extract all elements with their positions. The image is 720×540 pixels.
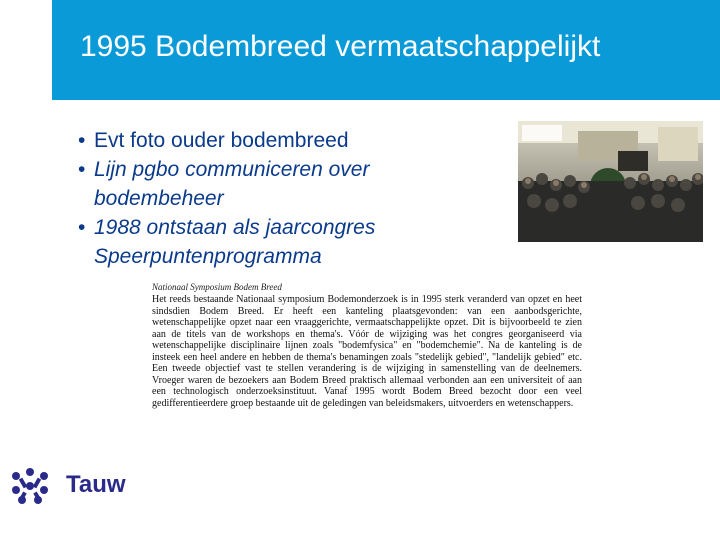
bullet-item	[78, 213, 498, 271]
bullet-item	[78, 126, 498, 155]
conference-crowd-photo	[518, 121, 703, 242]
newspaper-clipping	[150, 282, 595, 458]
tauw-logo	[8, 462, 138, 510]
title-bar	[52, 0, 720, 100]
bullet-text: Lijn pgbo communiceren over bodembeheer	[94, 158, 370, 210]
bullet-dot: •	[78, 216, 86, 239]
bullet-item	[78, 155, 498, 213]
clipping-title: Nationaal Symposium Bodem Breed	[152, 282, 282, 292]
clipping-body: Het reeds bestaande Nationaal symposium Bodemonderzoek is in 1995 sterk veranderd van opzet en heet sindsdien Bodem Breed. Er heeft een kanteling plaatsgevonden: van een aanbodsgerichte, wetenschappelijke opzet naar een vraaggerichte, vermaatschappelijkte opzet. Dit is bijvoorbeeld te zien aan de titels van de workshops en thema's. Vóór de wijziging was het congres georganiseerd via wetenschappelijke disciplinaire lijnen zoals "bodemfysica" en "bodemchemie". Na de kanteling is de insteek een heel andere en hebben de thema's benamingen zoals "stedelijk gebied", "landelijk gebied" etc. Een tweede objectief vast te stellen verandering is de wijziging in samenstelling van de deelnemers. Vroeger waren de bezoekers aan Bodem Breed praktisch allemaal verbonden aan een universiteit of aan een technologisch onderzoeksinstituut. Vanaf 1995 wordt Bodem Breed bezocht door een veel gedifferentieerdere groep bestaande uit de geledingen van beleidsmakers, uitvoerders en wetenschappers.	[152, 294, 582, 409]
bullet-dot: •	[78, 129, 86, 152]
left-margin-strip	[0, 0, 52, 540]
slide-title: 1995 Bodembreed vermaatschappelijkt	[80, 30, 601, 63]
bullet-list	[78, 126, 498, 271]
photo-image	[518, 121, 703, 242]
tauw-logo-icon	[8, 464, 52, 508]
bullet-text: Evt foto ouder bodembreed	[94, 129, 349, 152]
bullet-text: 1988 ontstaan als jaarcongres Speerpuntenprogramma	[94, 216, 376, 268]
logo-text: Tauw	[66, 471, 126, 498]
bullet-dot: •	[78, 158, 86, 181]
